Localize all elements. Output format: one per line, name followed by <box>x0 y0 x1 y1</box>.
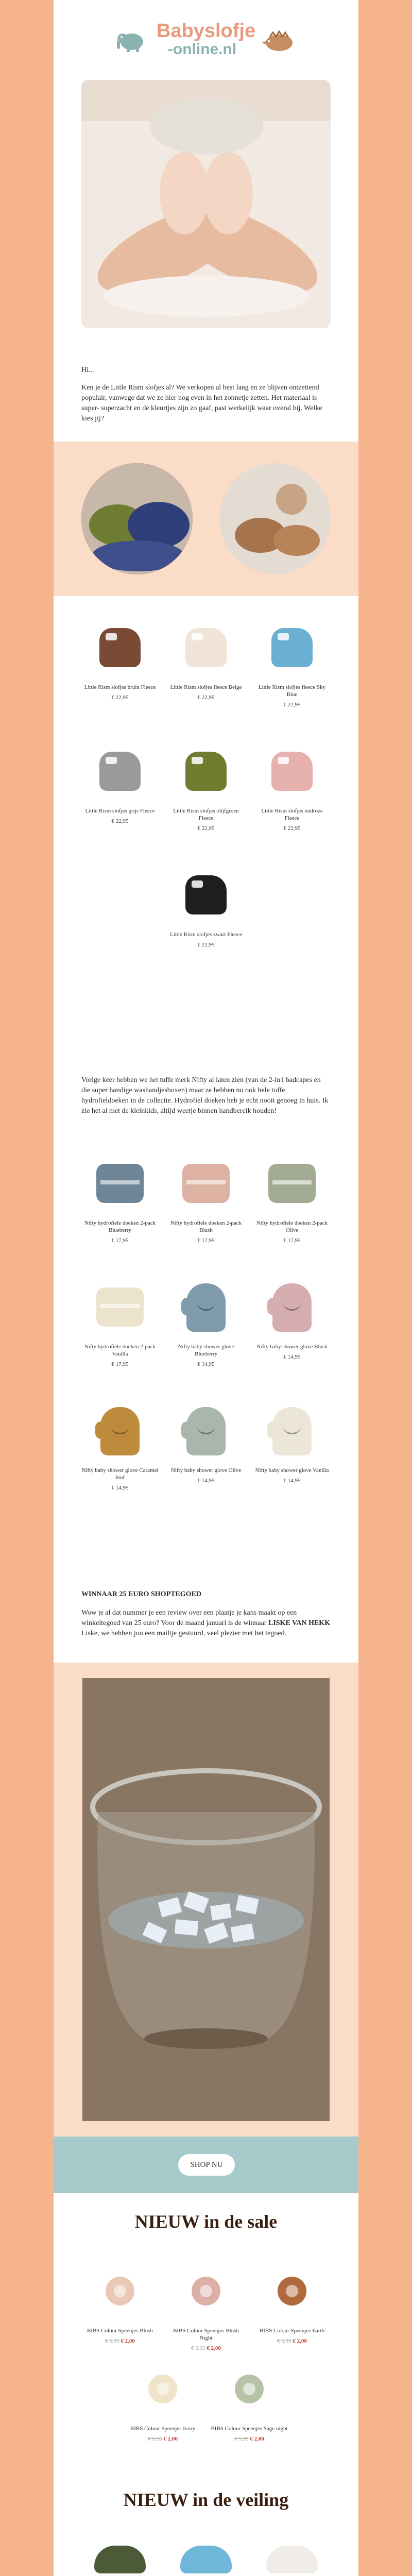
product-image-shape <box>271 752 313 791</box>
product-price: € 17,95 <box>111 1361 129 1367</box>
product-image[interactable] <box>175 2528 237 2576</box>
old-price: € 5,95 <box>234 2436 249 2442</box>
product-card[interactable] <box>81 1400 159 1492</box>
product-image-shape <box>148 2375 177 2403</box>
product-image-shape <box>185 628 227 667</box>
shop-now-band <box>54 2137 358 2193</box>
hero-section <box>54 80 358 338</box>
product-card[interactable] <box>167 864 245 948</box>
product-image[interactable] <box>89 740 151 802</box>
product-card[interactable] <box>253 2260 331 2345</box>
product-price: € 17,95 <box>283 1238 301 1244</box>
product-price <box>211 2435 288 2443</box>
product-price <box>124 2435 201 2443</box>
product-image-shape <box>182 1164 230 1203</box>
logo-line-2: -online.nl <box>167 40 237 58</box>
product-card[interactable] <box>167 617 245 701</box>
round-photo-booties-bear[interactable] <box>219 463 331 574</box>
product-image[interactable] <box>89 2260 151 2322</box>
product-price: € 22,95 <box>111 694 129 701</box>
product-card[interactable] <box>81 740 159 825</box>
header-logo[interactable] <box>54 0 358 80</box>
old-price: € 5,95 <box>105 2338 119 2344</box>
product-card[interactable] <box>253 1400 331 1484</box>
product-card[interactable] <box>253 740 331 832</box>
jar-photo-section <box>54 1663 358 2137</box>
product-image[interactable] <box>89 617 151 679</box>
intro-section <box>54 338 358 442</box>
product-image-shape <box>186 1407 226 1455</box>
product-image[interactable] <box>175 864 237 926</box>
product-card[interactable] <box>81 2260 159 2345</box>
product-image-shape <box>96 1164 144 1203</box>
product-image[interactable] <box>89 1400 151 1462</box>
old-price: € 5,95 <box>191 2345 205 2351</box>
product-image-shape <box>185 875 227 914</box>
product-image-shape <box>180 2546 232 2573</box>
product-image-shape <box>96 1287 144 1327</box>
booties-product-grid <box>54 596 358 1075</box>
product-image[interactable] <box>261 2528 323 2576</box>
product-image-shape <box>271 628 313 667</box>
product-image-shape <box>272 1407 312 1455</box>
product-name[interactable]: Little Rism slofjes fleece Sky Blue <box>258 684 326 698</box>
winner-title: WINNAAR 25 EURO SHOPTEGOED <box>81 1590 201 1598</box>
product-image-shape <box>268 1164 316 1203</box>
product-card[interactable] <box>167 2260 245 2352</box>
product-price: € 14,95 <box>197 1478 215 1484</box>
product-name[interactable]: Little Rism slofjes zwart Fleece <box>170 931 242 938</box>
product-price: € 22,95 <box>197 694 215 701</box>
product-image[interactable] <box>261 2260 323 2322</box>
product-card[interactable] <box>81 617 159 701</box>
product-image[interactable] <box>175 2260 237 2322</box>
winner-section <box>54 1585 358 1663</box>
product-image[interactable] <box>89 1153 151 1214</box>
product-name[interactable]: Little Rism slofjes bruin Fleece <box>84 684 156 690</box>
product-card[interactable] <box>167 740 245 832</box>
auction-title: NIEUW in de veiling <box>123 2489 289 2510</box>
product-image[interactable] <box>261 617 323 679</box>
logo-line-1: Babyslofje <box>156 20 256 42</box>
winner-name: LISKE VAN HEKK <box>268 1619 331 1627</box>
product-name[interactable]: Nifty hydrofiele doeken 2-pack Vanilla <box>84 1344 156 1357</box>
product-price <box>167 2345 245 2352</box>
product-name[interactable]: Nifty hydrofiele doeken 2-pack Olive <box>256 1220 328 1233</box>
product-name[interactable]: Nifty baby shower glove Olive <box>170 1467 242 1473</box>
product-price: € 17,95 <box>197 1238 215 1244</box>
product-price: € 22,95 <box>111 818 129 824</box>
greeting-text: Hi... <box>81 366 94 374</box>
product-name[interactable]: Nifty baby shower glove Blush <box>256 1344 328 1350</box>
product-image[interactable] <box>132 2358 194 2420</box>
product-price <box>253 2337 331 2345</box>
old-price: € 5,95 <box>148 2436 162 2442</box>
winner-text-a: Wow je al dat nummer je een review over een plaatje je kans maakt op een winkeltegoed van 25 euro? Voor de maand januari is de winnaar <box>81 1609 297 1627</box>
product-image[interactable] <box>89 2528 151 2576</box>
product-card[interactable] <box>253 617 331 708</box>
product-price: € 22,95 <box>283 825 301 832</box>
product-image[interactable] <box>175 1276 237 1338</box>
product-image-shape <box>100 1407 140 1455</box>
product-card[interactable] <box>253 2528 331 2576</box>
product-price: € 14,95 <box>111 1485 129 1491</box>
product-price: € 17,95 <box>111 1238 129 1244</box>
product-card[interactable] <box>81 1276 159 1368</box>
product-card[interactable] <box>167 2528 245 2576</box>
product-name[interactable]: Little Rism slofjes grijs Fleece <box>85 808 155 814</box>
product-card[interactable] <box>124 2358 201 2443</box>
product-card[interactable] <box>253 1153 331 1244</box>
product-image-shape <box>272 1283 312 1332</box>
new-price: € 2,00 <box>293 2338 307 2344</box>
product-image-shape <box>185 752 227 791</box>
product-price: € 22,95 <box>197 942 215 948</box>
product-image[interactable] <box>261 1400 323 1462</box>
product-image-shape <box>192 2277 220 2306</box>
product-name[interactable]: Nifty hydrofiele doeken 2-pack Blush <box>170 1220 242 1233</box>
product-image[interactable] <box>261 1153 323 1214</box>
product-name[interactable]: BIBS Colour Speenjes Blush Night <box>173 2328 239 2341</box>
shop-now-button[interactable]: SHOP NU <box>178 2154 235 2176</box>
product-image[interactable] <box>175 1153 237 1214</box>
product-card[interactable] <box>167 1153 245 1244</box>
intro-text: Ken je de Little Rism slofjes al? We verkopen al best lang en ze blijven ontzettend populair, vanwege dat we ze hier nog even in het zonnetje zetten. Het materiaal is super- superzacht en de kleurtjes zijn zo gaaf, past werkelijk waar overal bij. Welke kies jij? <box>81 384 322 422</box>
product-card[interactable] <box>81 2528 159 2576</box>
winner-text <box>81 1608 331 1639</box>
product-image-shape <box>106 2277 134 2306</box>
product-card[interactable] <box>81 1153 159 1244</box>
new-price: € 2,00 <box>207 2345 221 2351</box>
product-price <box>81 2337 159 2345</box>
hedgehog-icon <box>261 27 297 53</box>
product-name[interactable]: Little Rism slofjes oudroze Fleece <box>261 808 323 821</box>
sale-title: NIEUW in de sale <box>134 2211 278 2232</box>
product-price: € 14,95 <box>283 1478 301 1484</box>
product-price: € 22,95 <box>197 825 215 832</box>
product-name[interactable]: Nifty baby shower glove Blueberry <box>178 1344 234 1357</box>
product-image[interactable] <box>175 740 237 802</box>
product-card[interactable] <box>167 1400 245 1484</box>
email-container <box>54 0 358 2576</box>
product-image[interactable] <box>175 1400 237 1462</box>
product-image-shape <box>99 752 141 791</box>
product-price: € 22,95 <box>283 702 301 708</box>
product-name[interactable]: BIBS Colour Speenjes Blush <box>87 2328 153 2334</box>
round-photo-booties-kids[interactable] <box>81 463 193 574</box>
new-price: € 2,00 <box>121 2338 135 2344</box>
new-price: € 2,00 <box>250 2436 264 2442</box>
product-image-shape <box>94 2546 146 2573</box>
product-name[interactable]: BIBS Colour Speenjes Sage night <box>211 2426 288 2432</box>
winner-text-b: Liske, we hebben jou een mailtje gestuurd, veel plezier met het tegoed. <box>81 1630 287 1637</box>
product-name[interactable]: Nifty hydrofiele doeken 2-pack Blueberry <box>84 1220 156 1233</box>
featured-photos-banner <box>54 442 358 596</box>
product-image[interactable] <box>261 740 323 802</box>
product-card[interactable] <box>211 2358 288 2443</box>
product-name[interactable]: BIBS Colour Speenjes Earth <box>259 2328 325 2334</box>
product-image-shape <box>186 1283 226 1332</box>
product-image-shape <box>99 628 141 667</box>
product-price: € 14,95 <box>283 1354 301 1360</box>
product-image-shape <box>278 2277 306 2306</box>
product-name[interactable]: Nifty baby shower glove Caramel Stuf <box>81 1467 159 1481</box>
elephant-icon <box>115 27 151 53</box>
product-price: € 14,95 <box>197 1361 215 1367</box>
product-card[interactable] <box>167 1276 245 1368</box>
product-image[interactable] <box>261 1276 323 1338</box>
product-image[interactable] <box>175 617 237 679</box>
product-name[interactable]: Little Rism slofjes fleece Beige <box>170 684 242 690</box>
product-name[interactable]: BIBS Colour Speenjes Ivory <box>130 2426 196 2432</box>
hero-image-baby-feet[interactable] <box>81 80 331 328</box>
old-price: € 5,95 <box>277 2338 291 2344</box>
jar-photo[interactable] <box>82 1678 330 2121</box>
product-card[interactable] <box>253 1276 331 1361</box>
product-name[interactable]: Nifty baby shower glove Vanilla <box>255 1467 329 1473</box>
nifty-intro-section <box>54 1075 358 1142</box>
product-image-shape <box>266 2546 318 2573</box>
nifty-product-grid <box>54 1142 358 1585</box>
product-name[interactable]: Little Rism slofjes olijfgroen Fleece <box>173 808 239 821</box>
product-image[interactable] <box>218 2358 280 2420</box>
new-price: € 2,00 <box>163 2436 178 2442</box>
auction-section <box>54 2487 358 2576</box>
sale-section <box>54 2193 358 2487</box>
nifty-intro-text: Vorige keer hebben we het tuffe merk Nifty al laten zien (van de 2-in1 badcapes en die super handige washandjesboxen) maar ze hebben nu ook hele toffe hydrofieldoeken in de collectie. Hydrofiel doeken heb je echt nooit genoeg in huis. Ik zie het al met de kleinkids, altijd weetje binnen handbereik houden! <box>81 1076 329 1115</box>
product-image-shape <box>235 2375 264 2403</box>
product-image[interactable] <box>89 1276 151 1338</box>
